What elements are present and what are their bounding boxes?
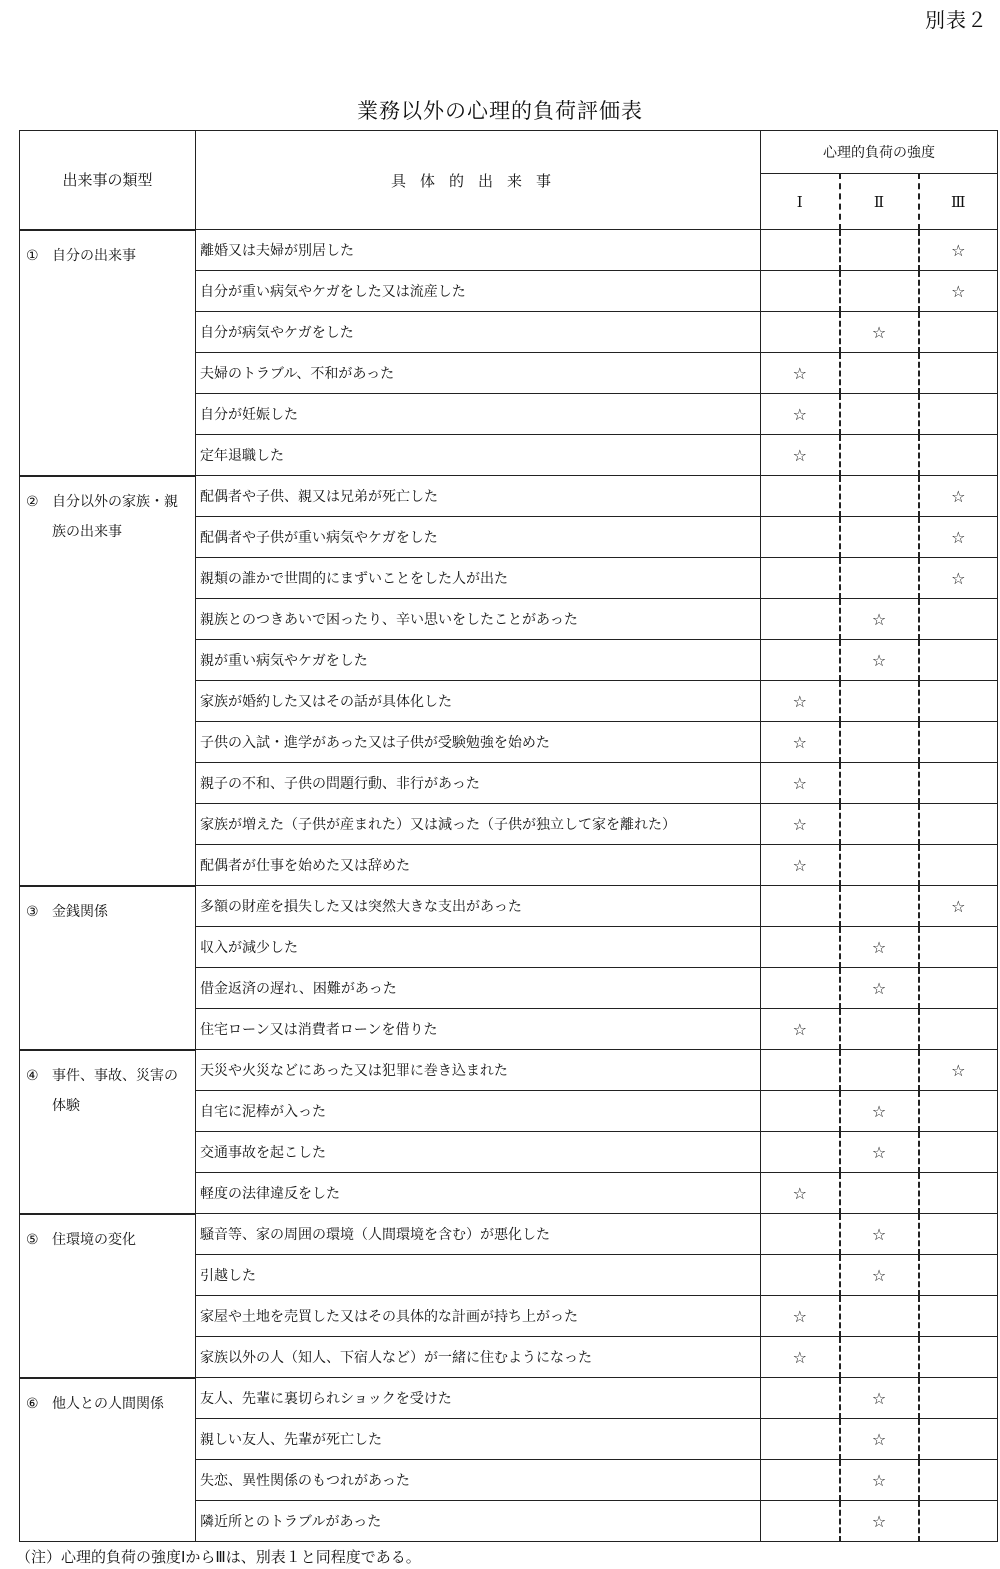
intensity-cell-level-3 — [919, 1419, 998, 1460]
intensity-cell-level-1 — [761, 886, 840, 927]
event-description: 配偶者や子供が重い病気やケガをした — [196, 517, 761, 558]
intensity-cell-level-3 — [919, 558, 998, 599]
table-row — [20, 476, 998, 517]
category-number: ⑤ — [26, 1231, 39, 1248]
document-title: 業務以外の心理的負荷評価表 — [357, 99, 643, 123]
intensity-cell-level-2 — [840, 804, 919, 845]
header-intensity: 心理的負荷の強度 — [761, 131, 998, 174]
event-description: 家族以外の人（知人、下宿人など）が一緒に住むようになった — [196, 1337, 761, 1378]
intensity-cell-level-1 — [761, 1419, 840, 1460]
event-description: 親族とのつきあいで困ったり、辛い思いをしたことがあった — [196, 599, 761, 640]
event-description: 親子の不和、子供の問題行動、非行があった — [196, 763, 761, 804]
header-category: 出来事の類型 — [20, 131, 196, 230]
category-cell — [20, 230, 196, 476]
intensity-cell-level-3 — [919, 271, 998, 312]
intensity-cell-level-2 — [840, 1091, 919, 1132]
table-row — [20, 230, 998, 271]
intensity-cell-level-1 — [761, 1173, 840, 1214]
intensity-cell-level-2 — [840, 927, 919, 968]
intensity-cell-level-2 — [840, 1214, 919, 1255]
table-row — [20, 1214, 998, 1255]
intensity-cell-level-1 — [761, 804, 840, 845]
intensity-cell-level-1 — [761, 394, 840, 435]
intensity-cell-level-1 — [761, 1050, 840, 1091]
star-mark: ☆ — [792, 691, 807, 711]
intensity-cell-level-1 — [761, 1214, 840, 1255]
star-mark: ☆ — [792, 855, 807, 875]
intensity-cell-level-2 — [840, 353, 919, 394]
event-description: 引越した — [196, 1255, 761, 1296]
intensity-cell-level-3 — [919, 476, 998, 517]
event-description: 家屋や土地を売買した又はその具体的な計画が持ち上がった — [196, 1296, 761, 1337]
intensity-cell-level-1 — [761, 1132, 840, 1173]
event-description: 親が重い病気やケガをした — [196, 640, 761, 681]
event-description: 天災や火災などにあった又は犯罪に巻き込まれた — [196, 1050, 761, 1091]
event-description: 自分が重い病気やケガをした又は流産した — [196, 271, 761, 312]
category-cell — [20, 476, 196, 886]
category-name: 他人との人間関係 — [52, 1395, 164, 1412]
intensity-cell-level-3 — [919, 1501, 998, 1542]
event-description: 親しい友人、先輩が死亡した — [196, 1419, 761, 1460]
intensity-cell-level-3 — [919, 1214, 998, 1255]
event-description: 軽度の法律違反をした — [196, 1173, 761, 1214]
event-description: 親類の誰かで世間的にまずいことをした人が出た — [196, 558, 761, 599]
star-mark: ☆ — [951, 527, 966, 547]
intensity-cell-level-2 — [840, 681, 919, 722]
event-description: 家族が増えた（子供が産まれた）又は減った（子供が独立して家を離れた） — [196, 804, 761, 845]
intensity-cell-level-1 — [761, 558, 840, 599]
intensity-cell-level-1 — [761, 312, 840, 353]
header-level-1: Ⅰ — [761, 174, 840, 230]
star-mark: ☆ — [871, 609, 887, 629]
intensity-cell-level-2 — [840, 1173, 919, 1214]
intensity-cell-level-2 — [840, 517, 919, 558]
star-mark: ☆ — [871, 1388, 887, 1408]
intensity-cell-level-1 — [761, 1255, 840, 1296]
intensity-cell-level-2 — [840, 435, 919, 476]
intensity-cell-level-2 — [840, 845, 919, 886]
star-mark: ☆ — [871, 1142, 887, 1162]
star-mark: ☆ — [792, 773, 807, 793]
intensity-cell-level-3 — [919, 1050, 998, 1091]
intensity-cell-level-3 — [919, 353, 998, 394]
category-number: ⑥ — [26, 1395, 39, 1412]
intensity-cell-level-3 — [919, 1091, 998, 1132]
category-cell — [20, 1214, 196, 1378]
footnote: （注）心理的負荷の強度ⅠからⅢは、別表１と同程度である。 — [16, 1548, 421, 1566]
intensity-cell-level-3 — [919, 968, 998, 1009]
intensity-cell-level-3 — [919, 681, 998, 722]
intensity-cell-level-1 — [761, 845, 840, 886]
intensity-cell-level-3 — [919, 1460, 998, 1501]
intensity-cell-level-1 — [761, 230, 840, 271]
intensity-cell-level-1 — [761, 640, 840, 681]
intensity-cell-level-3 — [919, 599, 998, 640]
star-mark: ☆ — [951, 1060, 966, 1080]
star-mark: ☆ — [792, 814, 807, 834]
intensity-cell-level-1 — [761, 517, 840, 558]
intensity-cell-level-2 — [840, 1050, 919, 1091]
star-mark: ☆ — [871, 1429, 887, 1449]
category-cell — [20, 1378, 196, 1542]
intensity-cell-level-3 — [919, 1337, 998, 1378]
intensity-cell-level-2 — [840, 886, 919, 927]
intensity-cell-level-2 — [840, 1501, 919, 1542]
intensity-cell-level-1 — [761, 271, 840, 312]
intensity-cell-level-2 — [840, 1337, 919, 1378]
star-mark: ☆ — [792, 363, 807, 383]
intensity-cell-level-1 — [761, 1091, 840, 1132]
intensity-cell-level-3 — [919, 517, 998, 558]
star-mark: ☆ — [871, 1470, 887, 1490]
intensity-cell-level-2 — [840, 722, 919, 763]
intensity-cell-level-2 — [840, 394, 919, 435]
event-description: 騒音等、家の周囲の環境（人間環境を含む）が悪化した — [196, 1214, 761, 1255]
intensity-cell-level-3 — [919, 640, 998, 681]
intensity-cell-level-3 — [919, 1009, 998, 1050]
star-mark: ☆ — [792, 1183, 807, 1203]
intensity-cell-level-1 — [761, 1009, 840, 1050]
intensity-cell-level-1 — [761, 1337, 840, 1378]
intensity-cell-level-1 — [761, 763, 840, 804]
intensity-cell-level-1 — [761, 353, 840, 394]
intensity-cell-level-3 — [919, 230, 998, 271]
category-name: 自分の出来事 — [52, 247, 136, 264]
header-level-3: Ⅲ — [919, 174, 998, 230]
star-mark: ☆ — [871, 322, 887, 342]
intensity-cell-level-3 — [919, 1296, 998, 1337]
event-description: 友人、先輩に裏切られショックを受けた — [196, 1378, 761, 1419]
event-description: 夫婦のトラブル、不和があった — [196, 353, 761, 394]
category-name: 住環境の変化 — [52, 1231, 136, 1248]
star-mark: ☆ — [871, 1511, 887, 1531]
intensity-cell-level-1 — [761, 476, 840, 517]
table-row — [20, 1378, 998, 1419]
intensity-cell-level-3 — [919, 845, 998, 886]
event-description: 借金返済の遅れ、困難があった — [196, 968, 761, 1009]
intensity-cell-level-2 — [840, 558, 919, 599]
event-description: 配偶者や子供、親又は兄弟が死亡した — [196, 476, 761, 517]
star-mark: ☆ — [871, 937, 887, 957]
intensity-cell-level-1 — [761, 435, 840, 476]
event-description: 収入が減少した — [196, 927, 761, 968]
event-description: 失恋、異性関係のもつれがあった — [196, 1460, 761, 1501]
intensity-cell-level-3 — [919, 763, 998, 804]
intensity-cell-level-1 — [761, 599, 840, 640]
category-number: ④ — [26, 1067, 39, 1084]
category-number: ① — [26, 247, 39, 264]
event-description: 自分が妊娠した — [196, 394, 761, 435]
intensity-cell-level-2 — [840, 1378, 919, 1419]
table-body — [20, 230, 998, 1542]
star-mark: ☆ — [792, 404, 807, 424]
intensity-cell-level-3 — [919, 804, 998, 845]
intensity-cell-level-2 — [840, 1296, 919, 1337]
intensity-cell-level-2 — [840, 476, 919, 517]
star-mark: ☆ — [871, 1224, 887, 1244]
star-mark: ☆ — [792, 1306, 807, 1326]
event-description: 離婚又は夫婦が別居した — [196, 230, 761, 271]
intensity-cell-level-2 — [840, 1009, 919, 1050]
star-mark: ☆ — [951, 896, 966, 916]
event-description: 隣近所とのトラブルがあった — [196, 1501, 761, 1542]
category-number: ② — [26, 493, 39, 510]
star-mark: ☆ — [792, 445, 807, 465]
intensity-cell-level-1 — [761, 1296, 840, 1337]
table-row — [20, 886, 998, 927]
star-mark: ☆ — [951, 240, 966, 260]
appendix-label: 別表２ — [925, 8, 988, 32]
intensity-cell-level-2 — [840, 230, 919, 271]
intensity-cell-level-2 — [840, 1255, 919, 1296]
intensity-cell-level-3 — [919, 435, 998, 476]
intensity-cell-level-1 — [761, 722, 840, 763]
intensity-cell-level-3 — [919, 1255, 998, 1296]
intensity-cell-level-1 — [761, 968, 840, 1009]
intensity-cell-level-2 — [840, 640, 919, 681]
star-mark: ☆ — [871, 1101, 887, 1121]
intensity-cell-level-1 — [761, 1378, 840, 1419]
category-name: 金銭関係 — [52, 903, 108, 920]
intensity-cell-level-1 — [761, 1460, 840, 1501]
event-description: 定年退職した — [196, 435, 761, 476]
star-mark: ☆ — [951, 568, 966, 588]
intensity-cell-level-3 — [919, 1132, 998, 1173]
intensity-cell-level-1 — [761, 681, 840, 722]
intensity-cell-level-3 — [919, 1173, 998, 1214]
intensity-cell-level-2 — [840, 763, 919, 804]
intensity-cell-level-2 — [840, 312, 919, 353]
intensity-cell-level-3 — [919, 1378, 998, 1419]
intensity-cell-level-1 — [761, 1501, 840, 1542]
star-mark: ☆ — [792, 1019, 807, 1039]
event-description: 住宅ローン又は消費者ローンを借りた — [196, 1009, 761, 1050]
intensity-cell-level-2 — [840, 968, 919, 1009]
intensity-cell-level-1 — [761, 927, 840, 968]
intensity-cell-level-3 — [919, 394, 998, 435]
event-description: 多額の財産を損失した又は突然大きな支出があった — [196, 886, 761, 927]
star-mark: ☆ — [951, 486, 966, 506]
event-description: 自分が病気やケガをした — [196, 312, 761, 353]
category-cell — [20, 1050, 196, 1214]
header-event: 具体的出来事 — [196, 131, 761, 230]
intensity-cell-level-3 — [919, 312, 998, 353]
star-mark: ☆ — [871, 978, 887, 998]
star-mark: ☆ — [871, 1265, 887, 1285]
category-cell — [20, 886, 196, 1050]
evaluation-table — [19, 130, 998, 1542]
category-number: ③ — [26, 903, 39, 920]
star-mark: ☆ — [792, 1347, 807, 1367]
event-description: 配偶者が仕事を始めた又は辞めた — [196, 845, 761, 886]
category-name: 自分以外の家族・親族の出来事 — [52, 493, 178, 540]
event-description: 子供の入試・進学があった又は子供が受験勉強を始めた — [196, 722, 761, 763]
intensity-cell-level-3 — [919, 886, 998, 927]
category-name: 事件、事故、災害の体験 — [52, 1067, 178, 1114]
event-description: 交通事故を起こした — [196, 1132, 761, 1173]
intensity-cell-level-3 — [919, 927, 998, 968]
intensity-cell-level-2 — [840, 1419, 919, 1460]
star-mark: ☆ — [792, 732, 807, 752]
intensity-cell-level-2 — [840, 1132, 919, 1173]
event-description: 自宅に泥棒が入った — [196, 1091, 761, 1132]
intensity-cell-level-2 — [840, 271, 919, 312]
event-description: 家族が婚約した又はその話が具体化した — [196, 681, 761, 722]
star-mark: ☆ — [951, 281, 966, 301]
star-mark: ☆ — [871, 650, 887, 670]
intensity-cell-level-2 — [840, 1460, 919, 1501]
table-row — [20, 1050, 998, 1091]
intensity-cell-level-2 — [840, 599, 919, 640]
intensity-cell-level-3 — [919, 722, 998, 763]
header-level-2: Ⅱ — [840, 174, 919, 230]
